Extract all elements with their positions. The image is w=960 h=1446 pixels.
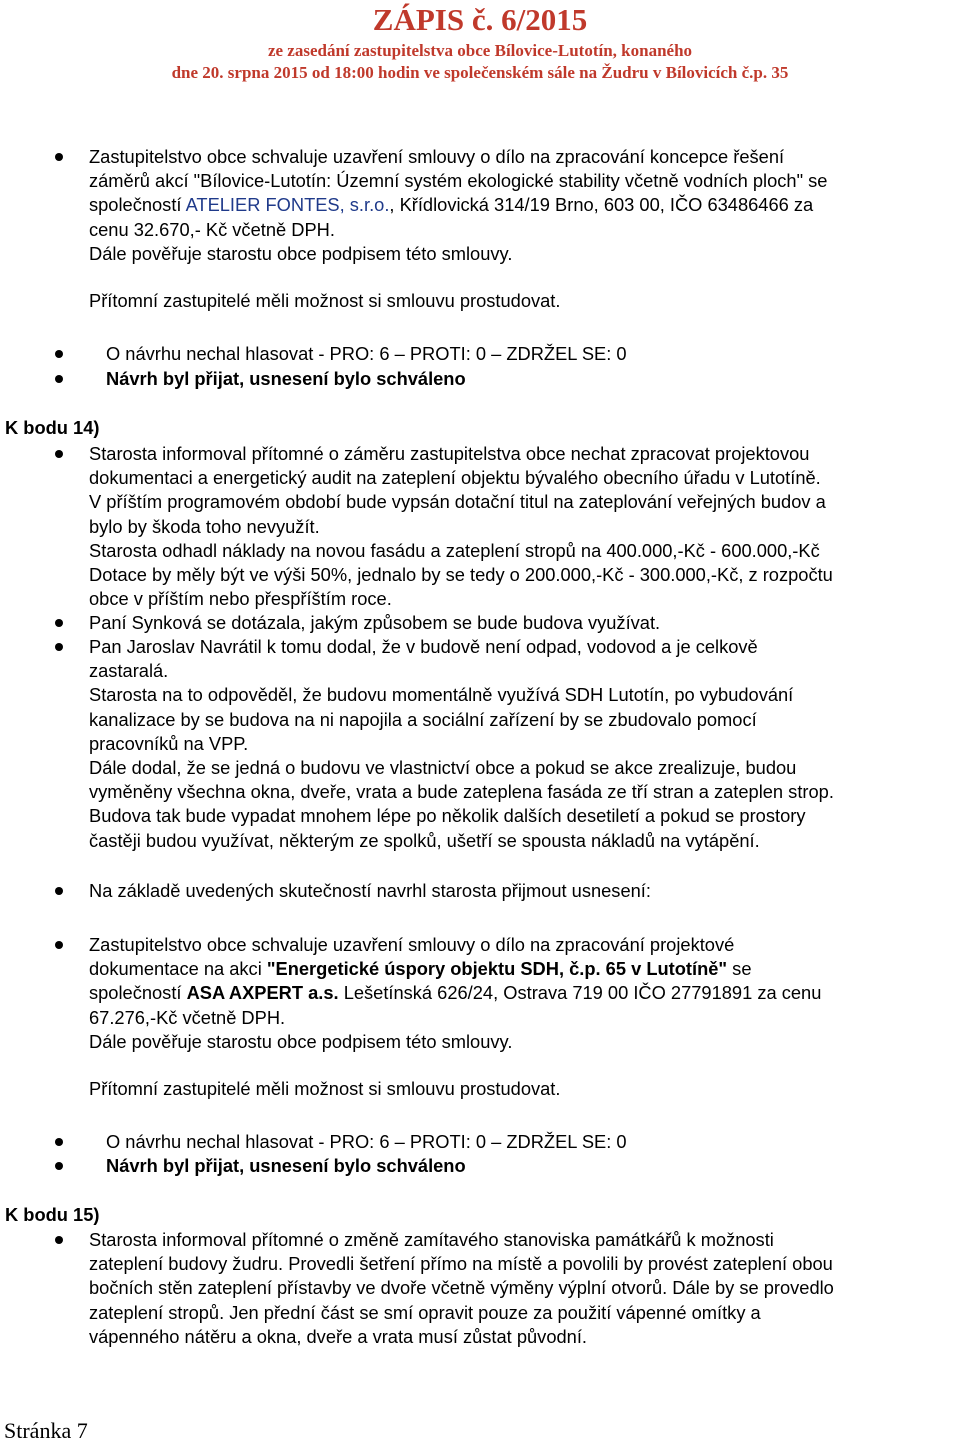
text-line: Dále dodal, že se jedná o budovu ve vlastnictví obce a pokud se akce zrealizuje, budou xyxy=(89,756,797,778)
bullet-icon xyxy=(55,643,63,651)
text-line: dokumentaci a energetický audit na zateplení objektu bývalého obecního úřadu v Lutotíně. xyxy=(89,467,821,489)
bullet-icon xyxy=(55,153,63,161)
bullet-icon xyxy=(55,887,63,895)
vote-result: O návrhu nechal hlasovat - PRO: 6 – PROTI: 0 – ZDRŽEL SE: 0 xyxy=(106,343,627,364)
bullet-icon xyxy=(55,619,63,627)
text-line: bočních stěn zateplení přístavby ve dvoře včetně výměny výplní otvorů. Dále by se provedlo xyxy=(89,1277,834,1299)
text-line xyxy=(89,193,957,217)
approval-note: Návrh byl přijat, usnesení bylo schváleno xyxy=(106,1155,466,1176)
text-line: zateplení budovy žudru. Provedli šetření přímo na místě a povolili by provést zateplení obou xyxy=(89,1253,833,1275)
text-fragment: společností xyxy=(89,982,187,1004)
document-subtitle: ze zasedání zastupitelstva obce Bílovice-Lutotín, konaného xyxy=(267,41,693,60)
page-label: Stránka xyxy=(4,1418,72,1443)
point14-item-1 xyxy=(89,442,957,611)
text-line: cenu 32.670,- Kč včetně DPH. xyxy=(89,218,335,240)
text-fragment: dokumentace na akci xyxy=(89,958,267,980)
text-line: 67.276,-Kč včetně DPH. xyxy=(89,1006,286,1028)
text-fragment: Lešetínská 626/24, Ostrava 719 00 IČO 27791891 za cenu xyxy=(338,982,822,1004)
text-fragment: , Křídlovická 314/19 Brno, 603 00, IČO 63486466 za xyxy=(389,194,814,216)
resolution-paragraph-1 xyxy=(89,145,957,266)
bullet-icon xyxy=(55,1162,63,1170)
vote-result: O návrhu nechal hlasovat - PRO: 6 – PROTI: 0 – ZDRŽEL SE: 0 xyxy=(106,1131,627,1152)
text-line: pracovníků na VPP. xyxy=(89,732,249,754)
text-line: Starosta informoval přítomné o záměru zastupitelstva obce nechat zpracovat projektovou xyxy=(89,443,810,464)
bullet-icon xyxy=(55,450,63,458)
bullet-icon xyxy=(55,375,63,383)
text-line: Starosta informoval přítomné o změně zamítavého stanoviska památkářů k možnosti xyxy=(89,1229,774,1250)
section-heading-15: K bodu 15) xyxy=(5,1204,100,1225)
meeting-date-line: dne 20. srpna 2015 od 18:00 hodin ve společenském sále na Žudru v Bílovicích č.p. 35 xyxy=(171,63,789,82)
text-line: Starosta na to odpověděl, že budovu momentálně využívá SDH Lutotín, po vybudování xyxy=(89,684,794,706)
page-number xyxy=(4,1418,88,1444)
bullet-icon xyxy=(55,941,63,949)
company-name: ASA AXPERT a.s. xyxy=(186,982,339,1004)
text-line: Dotace by měly být ve výši 50%, jednalo by se tedy o 200.000,-Kč - 300.000,-Kč, z rozpočtu xyxy=(89,563,833,585)
text-line: kanalizace by se budova na ni napojila a sociální zařízení by se zbudovalo pomocí xyxy=(89,708,757,730)
section-heading-14: K bodu 14) xyxy=(5,417,100,438)
present-note: Přítomní zastupitelé měli možnost si smlouvu prostudovat. xyxy=(89,290,561,311)
text-line: častěji budou využívat, některým ze spolků, ušetří se spousta nákladů na vytápění. xyxy=(89,829,760,851)
project-name: "Energetické úspory objektu SDH, č.p. 65 v Lutotíně" xyxy=(266,958,728,980)
document-title: ZÁPIS č. 6/2015 xyxy=(372,2,588,37)
text-line: Pan Jaroslav Navrátil k tomu dodal, že v budově není odpad, vodovod a je celkově xyxy=(89,636,758,657)
bullet-icon xyxy=(55,350,63,358)
text-fragment: se xyxy=(727,958,752,980)
approval-note: Návrh byl přijat, usnesení bylo schváleno xyxy=(106,368,466,389)
point14-resolution xyxy=(89,933,957,1054)
text-line: zateplení stropů. Jen přední část se smí opravit pouze za použití vápenné omítky a xyxy=(89,1301,761,1323)
text-line xyxy=(89,981,957,1005)
text-line: Zastupitelstvo obce schvaluje uzavření smlouvy o dílo na zpracování projektové xyxy=(89,934,735,955)
text-fragment: společností xyxy=(89,194,186,216)
text-line: Dále pověřuje starostu obce podpisem této smlouvy. xyxy=(89,242,513,264)
text-line: bylo by škoda toho nevyužít. xyxy=(89,515,320,537)
text-line: Budova tak bude vypadat mnohem lépe po několik dalších desetiletí a pokud se prostory xyxy=(89,805,806,827)
point14-item-4: Na základě uvedených skutečností navrhl starosta přijmout usnesení: xyxy=(89,880,651,901)
text-line: Dále pověřuje starostu obce podpisem této smlouvy. xyxy=(89,1030,513,1052)
text-line: obce v příštím nebo přespříštím roce. xyxy=(89,588,392,610)
text-line: Zastupitelstvo obce schvaluje uzavření smlouvy o dílo na zpracování koncepce řešení xyxy=(89,146,785,167)
text-line xyxy=(89,957,957,981)
point15-item-1 xyxy=(89,1228,957,1349)
text-line: vápenného nátěru a okna, dveře a vrata musí zůstat původní. xyxy=(89,1325,587,1347)
text-line: V příštím programovém období bude vypsán dotační titul na zateplování veřejných budov a xyxy=(89,491,826,513)
page-number-value: 7 xyxy=(76,1418,88,1443)
point14-item-2: Paní Synková se dotázala, jakým způsobem se bude budova využívat. xyxy=(89,612,661,633)
text-line: Starosta odhadl náklady na novou fasádu a zateplení stropů na 400.000,-Kč - 600.000,-Kč xyxy=(89,539,820,561)
text-line: záměrů akcí "Bílovice-Lutotín: Územní systém ekologické stability včetně vodních ploch" se xyxy=(89,170,828,192)
text-line: zastaralá. xyxy=(89,660,169,682)
present-note: Přítomní zastupitelé měli možnost si smlouvu prostudovat. xyxy=(89,1078,561,1099)
bullet-icon xyxy=(55,1138,63,1146)
text-line: vyměněny všechna okna, dveře, vrata a bude zateplena fasáda ze tří stran a zateplen strop. xyxy=(89,781,834,803)
company-name: ATELIER FONTES, s.r.o. xyxy=(185,194,390,216)
bullet-icon xyxy=(55,1236,63,1244)
point14-item-3 xyxy=(89,635,957,853)
